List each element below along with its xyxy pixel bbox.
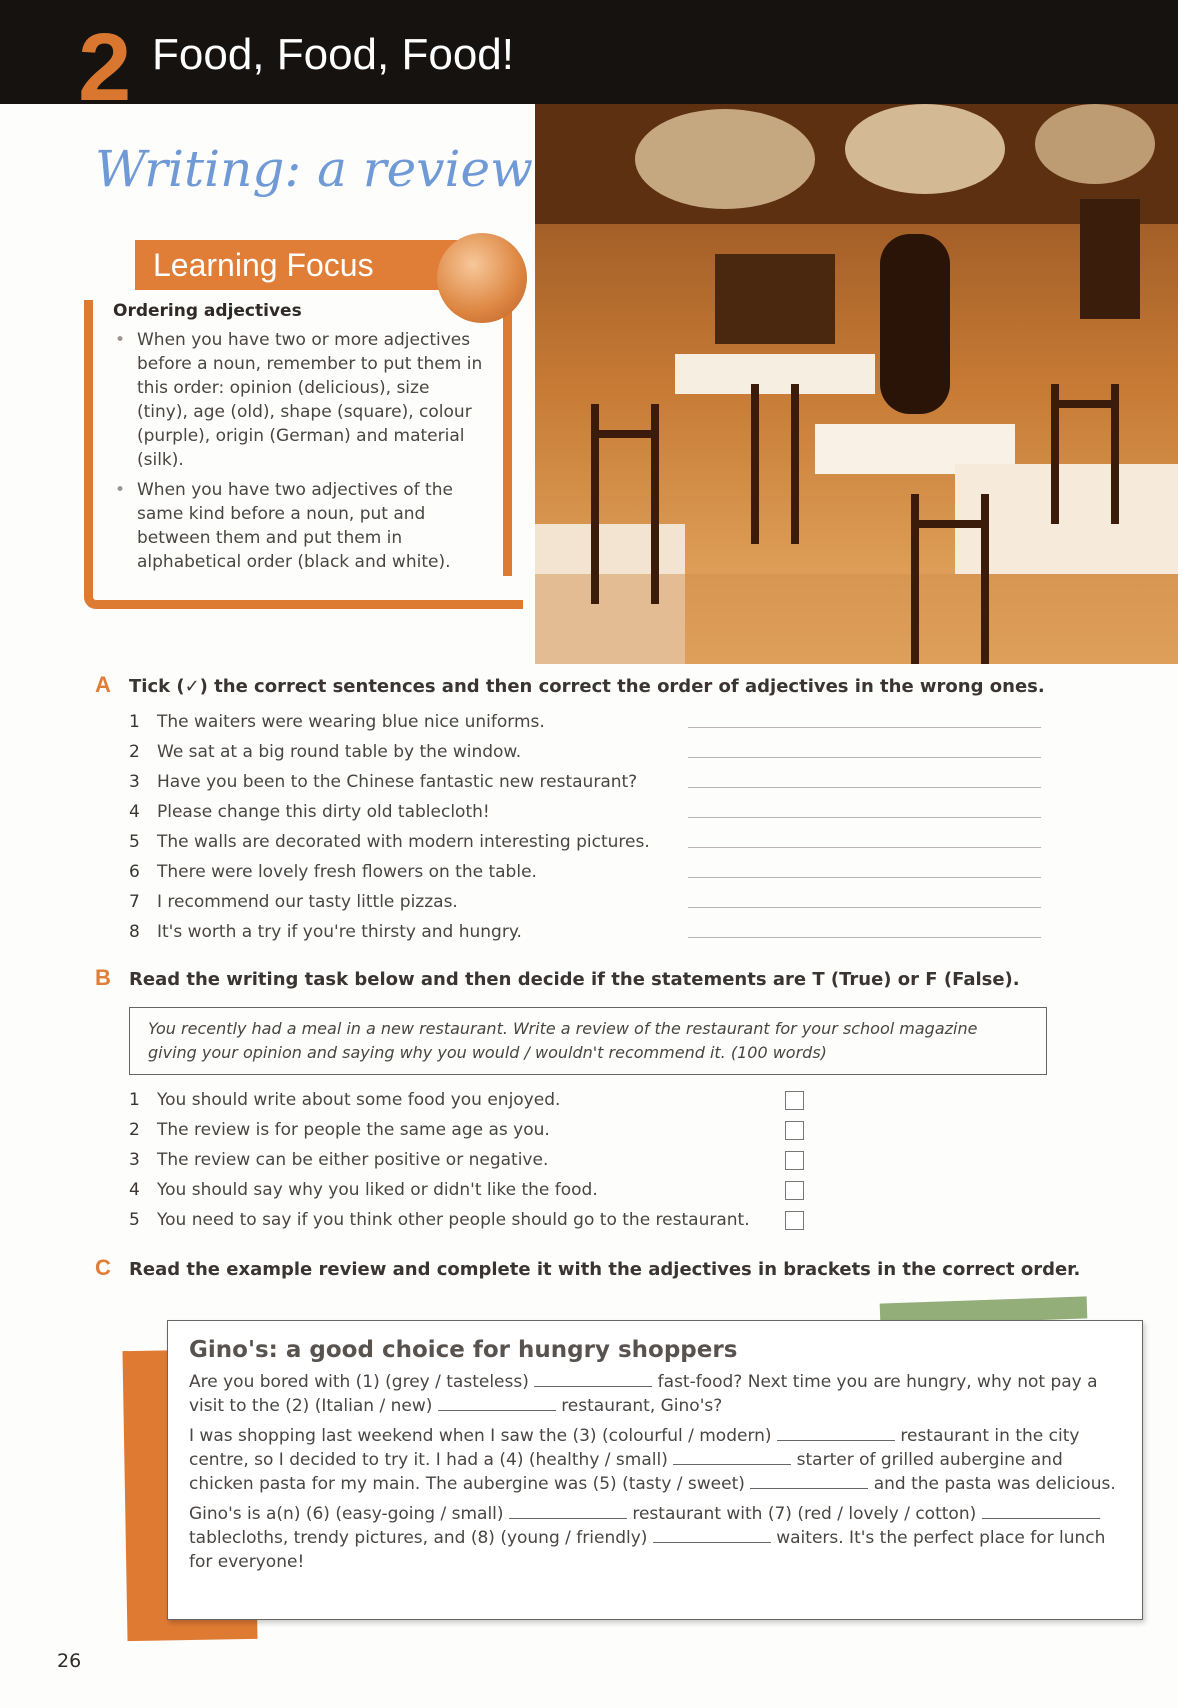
exercise-c-letter: C bbox=[95, 1255, 111, 1280]
page-number: 26 bbox=[57, 1650, 82, 1672]
exercise-b-item: 1 You should write about some food you enjoyed. bbox=[129, 1090, 561, 1110]
learning-focus-frame-edge bbox=[503, 300, 512, 576]
exercise-b-item: 5 You need to say if you think other people should go to the restaurant. bbox=[129, 1210, 750, 1230]
review-paragraph: Are you bored with (1) (grey / tasteless) fast-food? Next time you are hungry, why not pay a visit to the (2) (Italian / new) restaurant, Gino's? bbox=[189, 1372, 1098, 1416]
review-body bbox=[189, 1370, 1119, 1580]
unit-number: 2 bbox=[78, 14, 132, 121]
learning-focus-bullet: • When you have two or more adjectives before a noun, remember to put them in this order: opinion (delicious), size (tiny), age (old), shape (square), colour (purple), origin (German) and material (silk). bbox=[113, 328, 483, 472]
exercise-a-item: 2 We sat at a big round table by the window. bbox=[129, 742, 522, 762]
exercise-b-instruction: Read the writing task below and then decide if the statements are T (True) or F (False). bbox=[129, 969, 1020, 990]
exercise-a-item: 8 It's worth a try if you're thirsty and hungry. bbox=[129, 922, 522, 942]
gap-blank[interactable] bbox=[777, 1426, 895, 1441]
gap-blank[interactable] bbox=[673, 1450, 791, 1465]
gap-blank[interactable] bbox=[653, 1528, 771, 1543]
answer-line[interactable] bbox=[688, 757, 1041, 758]
answer-line[interactable] bbox=[688, 817, 1041, 818]
learning-focus-bullet: • When you have two adjectives of the same kind before a noun, put and between them and put them in alphabetical order (black and white). bbox=[113, 478, 483, 574]
exercise-a-item: 1 The waiters were wearing blue nice uniforms. bbox=[129, 712, 545, 732]
answer-line[interactable] bbox=[688, 937, 1041, 938]
gap-blank[interactable] bbox=[982, 1504, 1100, 1519]
answer-line[interactable] bbox=[688, 847, 1041, 848]
true-false-checkbox[interactable] bbox=[785, 1181, 804, 1200]
exercise-a-letter: A bbox=[95, 672, 111, 697]
learning-focus-coin-icon bbox=[437, 233, 527, 323]
gap-blank[interactable] bbox=[534, 1372, 652, 1387]
true-false-checkbox[interactable] bbox=[785, 1151, 804, 1170]
exercise-a-item: 4 Please change this dirty old tablecloth! bbox=[129, 802, 490, 822]
exercise-a-item: 5 The walls are decorated with modern interesting pictures. bbox=[129, 832, 650, 852]
exercise-b-item: 3 The review can be either positive or negative. bbox=[129, 1150, 549, 1170]
true-false-checkbox[interactable] bbox=[785, 1211, 804, 1230]
exercise-a-item: 7 I recommend our tasty little pizzas. bbox=[129, 892, 458, 912]
writing-task-box: You recently had a meal in a new restaurant. Write a review of the restaurant for your school magazine giving your opinion and saying why you would / wouldn't recommend it. (100 words) bbox=[129, 1007, 1047, 1075]
answer-line[interactable] bbox=[688, 787, 1041, 788]
answer-line[interactable] bbox=[688, 907, 1041, 908]
answer-line[interactable] bbox=[688, 727, 1041, 728]
learning-focus-bullets bbox=[113, 328, 483, 580]
learning-focus-heading: Ordering adjectives bbox=[113, 301, 302, 321]
true-false-checkbox[interactable] bbox=[785, 1121, 804, 1140]
gap-blank[interactable] bbox=[509, 1504, 627, 1519]
unit-title: Food, Food, Food! bbox=[152, 30, 514, 79]
gap-blank[interactable] bbox=[750, 1474, 868, 1489]
gap-blank[interactable] bbox=[438, 1396, 556, 1411]
exercise-a-instruction: Tick (✓) the correct sentences and then correct the order of adjectives in the wrong ones. bbox=[129, 676, 1045, 697]
learning-focus-banner: Learning Focus bbox=[135, 240, 471, 290]
exercise-b-item: 4 You should say why you liked or didn't like the food. bbox=[129, 1180, 598, 1200]
true-false-checkbox[interactable] bbox=[785, 1091, 804, 1110]
review-paragraph: I was shopping last weekend when I saw the (3) (colourful / modern) restaurant in the city centre, so I decided to try it. I had a (4) (healthy / small) starter of grilled aubergine and chicken pasta for my main. The aubergine was (5) (tasty / sweet) and the pasta was delicious. bbox=[189, 1426, 1116, 1494]
exercise-c-instruction: Read the example review and complete it with the adjectives in brackets in the correct order. bbox=[129, 1259, 1081, 1280]
exercise-b-item: 2 The review is for people the same age as you. bbox=[129, 1120, 550, 1140]
answer-line[interactable] bbox=[688, 877, 1041, 878]
restaurant-photo bbox=[535, 104, 1178, 664]
review-title: Gino's: a good choice for hungry shoppers bbox=[189, 1337, 738, 1363]
section-title: Writing: a review bbox=[95, 140, 533, 198]
exercise-a-item: 6 There were lovely fresh flowers on the table. bbox=[129, 862, 537, 882]
review-paragraph: Gino's is a(n) (6) (easy-going / small) restaurant with (7) (red / lovely / cotton) tablecloths, trendy pictures, and (8) (young / friendly) waiters. It's the perfect place for lunch for everyone! bbox=[189, 1504, 1106, 1572]
exercise-b-letter: B bbox=[95, 965, 111, 990]
exercise-a-item: 3 Have you been to the Chinese fantastic new restaurant? bbox=[129, 772, 638, 792]
